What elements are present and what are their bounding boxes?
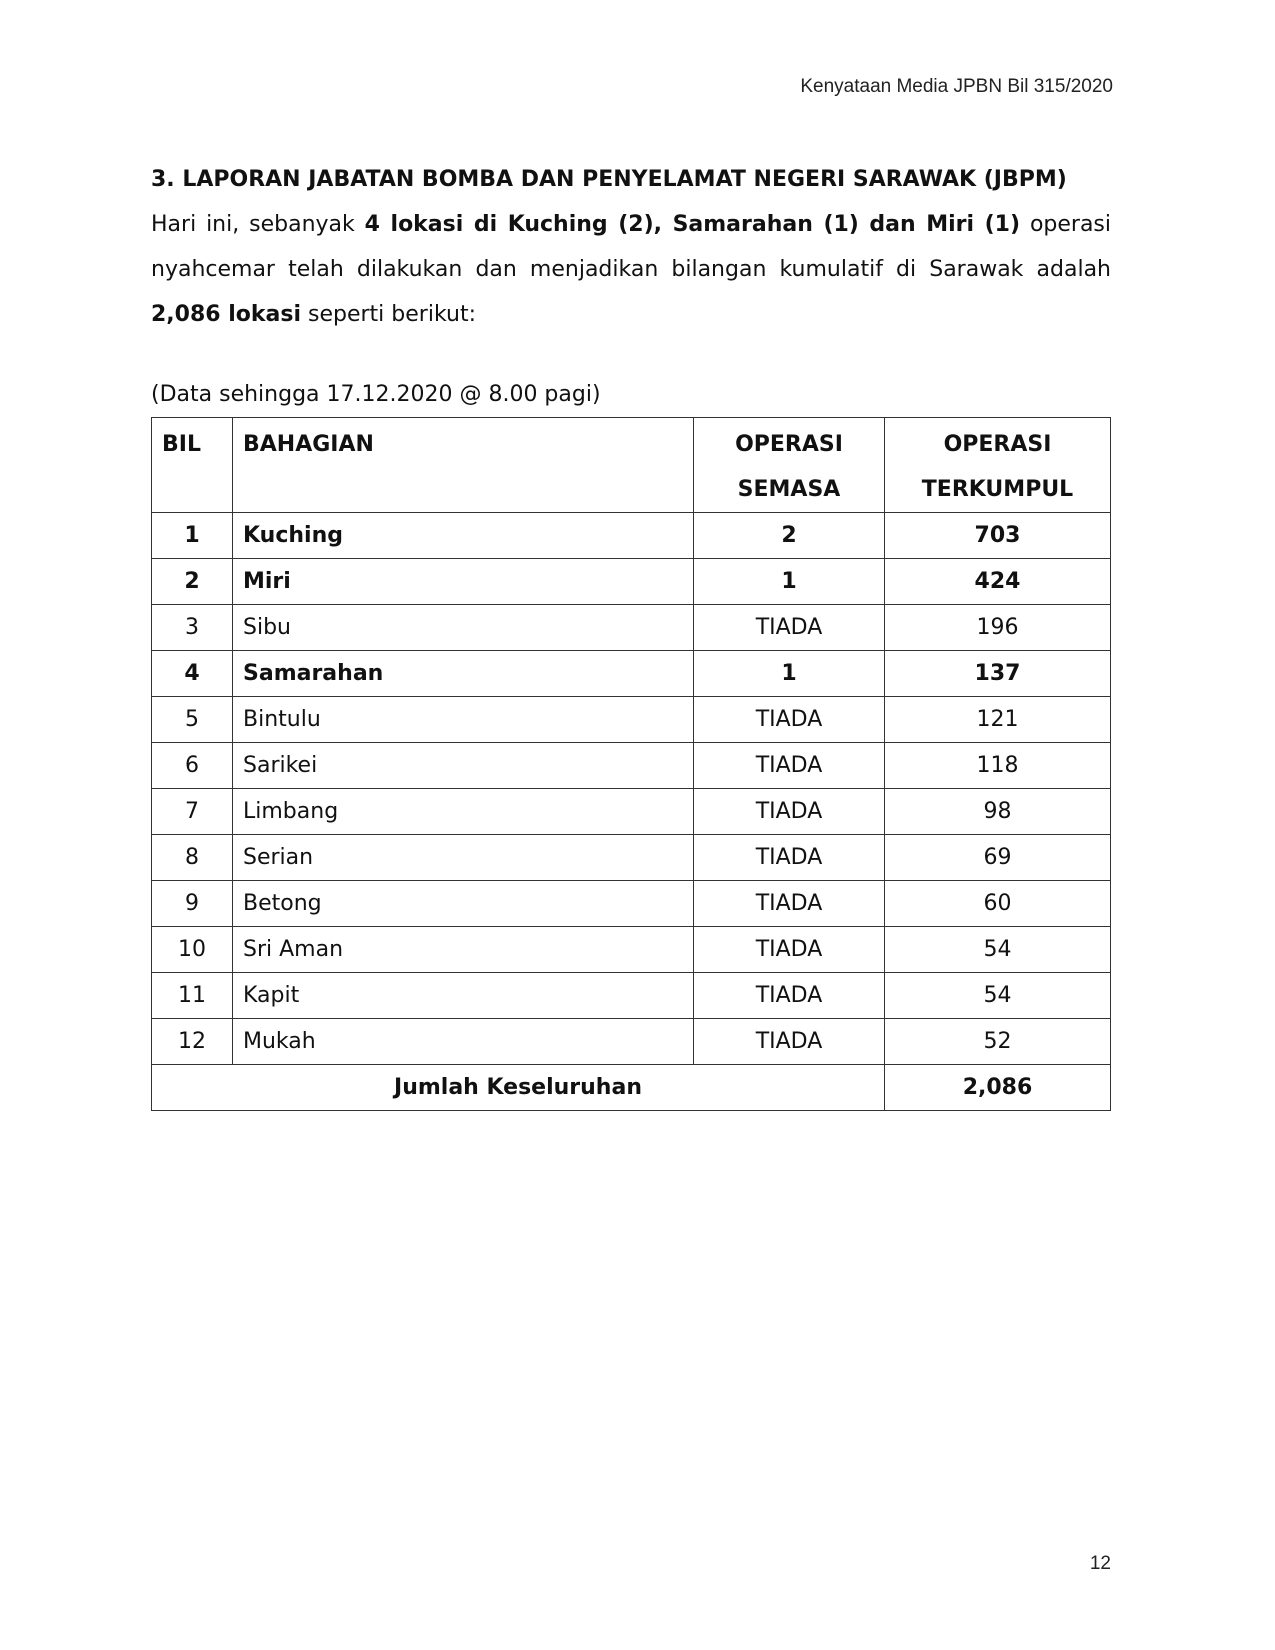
cell-bahagian: Betong xyxy=(233,881,694,927)
cell-bil: 3 xyxy=(152,605,233,651)
table-row xyxy=(152,513,1111,559)
cell-terkumpul: 137 xyxy=(885,651,1111,697)
para-bold-total: 2,086 lokasi xyxy=(151,302,302,327)
cell-bahagian: Miri xyxy=(233,559,694,605)
document-body xyxy=(151,158,1111,1111)
cell-terkumpul: 54 xyxy=(885,973,1111,1019)
cell-semasa: TIADA xyxy=(694,697,885,743)
cell-semasa: TIADA xyxy=(694,789,885,835)
para-text-1: Hari ini, sebanyak xyxy=(151,212,365,237)
table-row xyxy=(152,881,1111,927)
cell-terkumpul: 54 xyxy=(885,927,1111,973)
cell-bil: 2 xyxy=(152,559,233,605)
page-header-reference: Kenyataan Media JPBN Bil 315/2020 xyxy=(800,76,1113,97)
table-row xyxy=(152,697,1111,743)
cell-terkumpul: 69 xyxy=(885,835,1111,881)
cell-semasa: TIADA xyxy=(694,881,885,927)
cell-terkumpul: 196 xyxy=(885,605,1111,651)
total-label: Jumlah Keseluruhan xyxy=(152,1065,885,1111)
table-row xyxy=(152,835,1111,881)
header-semasa-line1: OPERASI xyxy=(735,432,843,457)
cell-semasa: 1 xyxy=(694,651,885,697)
header-semasa-line2: SEMASA xyxy=(737,477,841,502)
table-row xyxy=(152,743,1111,789)
cell-terkumpul: 52 xyxy=(885,1019,1111,1065)
para-bold-locations: 4 lokasi di Kuching (2), Samarahan (1) dan Miri (1) xyxy=(364,212,1021,237)
header-operasi-terkumpul xyxy=(885,418,1111,513)
cell-bil: 9 xyxy=(152,881,233,927)
cell-semasa: TIADA xyxy=(694,927,885,973)
data-date-note: (Data sehingga 17.12.2020 @ 8.00 pagi) xyxy=(151,382,601,407)
cell-bil: 10 xyxy=(152,927,233,973)
cell-bahagian: Samarahan xyxy=(233,651,694,697)
table-row xyxy=(152,789,1111,835)
page-number: 12 xyxy=(1089,1553,1111,1574)
header-terkumpul-line2: TERKUMPUL xyxy=(921,477,1074,502)
cell-bahagian: Bintulu xyxy=(233,697,694,743)
cell-terkumpul: 98 xyxy=(885,789,1111,835)
cell-semasa: 2 xyxy=(694,513,885,559)
cell-semasa: TIADA xyxy=(694,835,885,881)
table-row xyxy=(152,973,1111,1019)
section-heading: 3. LAPORAN JABATAN BOMBA DAN PENYELAMAT NEGERI SARAWAK (JBPM) xyxy=(151,167,1067,192)
cell-bil: 4 xyxy=(152,651,233,697)
cell-semasa: TIADA xyxy=(694,1019,885,1065)
table-total-row xyxy=(152,1065,1111,1111)
table-row xyxy=(152,927,1111,973)
para-text-2: operasi nyahcemar telah dilakukan dan menjadikan bilangan kumulatif di Sarawak adalah xyxy=(151,212,1111,282)
cell-semasa: TIADA xyxy=(694,605,885,651)
cell-terkumpul: 118 xyxy=(885,743,1111,789)
header-bahagian: BAHAGIAN xyxy=(233,418,694,513)
para-text-3: seperti berikut: xyxy=(301,302,476,327)
cell-bahagian: Sarikei xyxy=(233,743,694,789)
cell-bil: 6 xyxy=(152,743,233,789)
cell-bil: 12 xyxy=(152,1019,233,1065)
cell-bahagian: Kuching xyxy=(233,513,694,559)
cell-bahagian: Serian xyxy=(233,835,694,881)
cell-terkumpul: 703 xyxy=(885,513,1111,559)
header-terkumpul-line1: OPERASI xyxy=(943,432,1052,457)
cell-bil: 5 xyxy=(152,697,233,743)
cell-bil: 8 xyxy=(152,835,233,881)
cell-bil: 1 xyxy=(152,513,233,559)
cell-semasa: 1 xyxy=(694,559,885,605)
table-body xyxy=(152,513,1111,1111)
cell-bahagian: Sibu xyxy=(233,605,694,651)
table-header-row xyxy=(152,418,1111,513)
table-row xyxy=(152,651,1111,697)
cell-bahagian: Kapit xyxy=(233,973,694,1019)
cell-terkumpul: 121 xyxy=(885,697,1111,743)
table-row xyxy=(152,559,1111,605)
header-bil: BIL xyxy=(152,418,233,513)
cell-semasa: TIADA xyxy=(694,973,885,1019)
header-operasi-semasa xyxy=(694,418,885,513)
cell-terkumpul: 424 xyxy=(885,559,1111,605)
operations-table xyxy=(151,417,1111,1111)
cell-terkumpul: 60 xyxy=(885,881,1111,927)
total-value: 2,086 xyxy=(885,1065,1111,1111)
table-row xyxy=(152,1019,1111,1065)
cell-bil: 7 xyxy=(152,789,233,835)
cell-bahagian: Sri Aman xyxy=(233,927,694,973)
table-row xyxy=(152,605,1111,651)
cell-bahagian: Mukah xyxy=(233,1019,694,1065)
cell-semasa: TIADA xyxy=(694,743,885,789)
cell-bahagian: Limbang xyxy=(233,789,694,835)
intro-paragraph xyxy=(151,202,1111,337)
cell-bil: 11 xyxy=(152,973,233,1019)
